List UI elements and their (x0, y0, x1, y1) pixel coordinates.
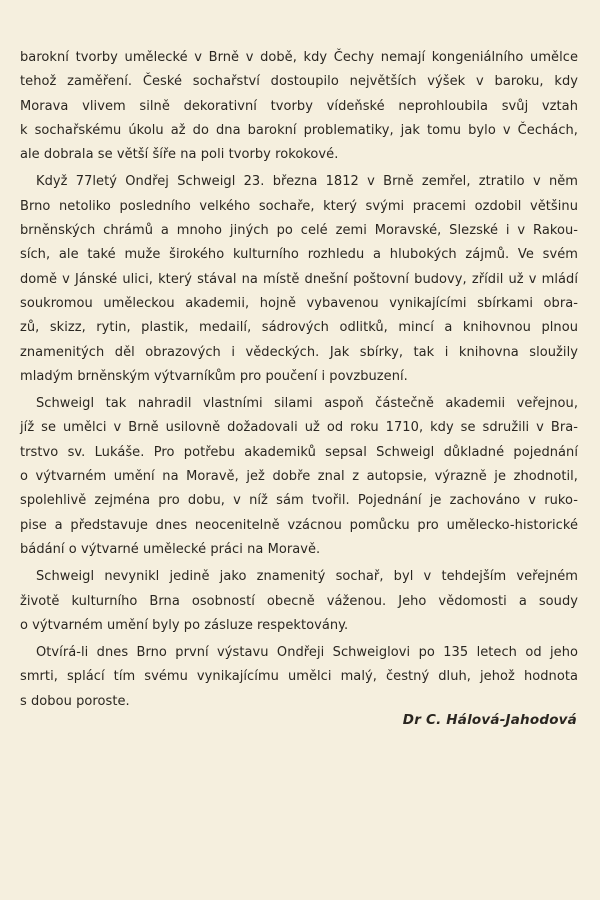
text-line: jíž se umělci v Brně usilovně dožadovali už od roku 1710, kdy se sdružili v Bra- (20, 420, 578, 436)
text-line: smrti, splácí tím svému vynikajícímu umělci malý, čestný dluh, jehož hodnota (20, 669, 578, 685)
paragraph-4 (20, 565, 578, 638)
text-line: o výtvarném umění byly po zásluze respektovány. (20, 617, 349, 633)
text-line: o výtvarném umění na Moravě, jež dobře znal z autopsie, výrazně je zhodnotil, (20, 469, 578, 485)
text-line: spolehlivě zejména pro dobu, v níž sám tvořil. Pojednání je zachováno v ruko- (20, 493, 578, 509)
text-line: Schweigl tak nahradil vlastními silami aspoň částečně akademii veřejnou, (36, 396, 578, 412)
text-line: ale dobrala se větší šíře na poli tvorby rokokové. (20, 147, 339, 163)
text-line: domě v Jánské ulici, který stával na místě dnešní poštovní budovy, zřídil už v mládí (20, 271, 578, 287)
text-line: trstvo sv. Lukáše. Pro potřebu akademiků sepsal Schweigl důkladné pojednání (20, 444, 578, 460)
text-line: Když 77letý Ondřej Schweigl 23. března 1812 v Brně zemřel, ztratilo v něm (36, 174, 578, 190)
text-line: bádání o výtvarné umělecké práci na Moravě. (20, 541, 321, 557)
paragraph-2 (20, 170, 578, 389)
text-line: tehož zaměření. České sochařství dostoupilo největších výšek v baroku, kdy (20, 74, 578, 90)
text-line: Morava vlivem silně dekorativní tvorby vídeňské neprohloubila svůj vztah (20, 98, 578, 114)
text-line: s dobou poroste. (20, 693, 130, 709)
text-line: Otvírá-li dnes Brno první výstavu Ondřeji Schweiglovi po 135 letech od jeho (36, 645, 578, 661)
text-line: soukromou uměleckou akademii, hojně vybavenou vynikajícími sbírkami obra- (20, 295, 578, 311)
text-line: mladým brněnským výtvarníkům pro poučení i povzbuzení. (20, 368, 408, 384)
text-line: Schweigl nevynikl jedině jako znamenitý sochař, byl v tehdejším veřejném (36, 569, 578, 585)
body-text (20, 46, 578, 717)
text-line: barokní tvorby umělecké v Brně v době, kdy Čechy nemají kongeniálního umělce (20, 50, 578, 65)
text-line: sích, ale také muže širokého kulturního rozhledu a hlubokých zájmů. Ve svém (20, 247, 578, 263)
text-line: pise a představuje dnes neocenitelně vzácnou pomůcku pro umělecko-historické (20, 517, 578, 533)
paragraph-5 (20, 641, 578, 714)
text-line: Brno netoliko posledního velkého sochaře, který svými pracemi ozdobil většinu (20, 198, 578, 214)
text-line: znamenitých děl obrazových i vědeckých. Jak sbírky, tak i knihovna sloužily (20, 344, 578, 360)
text-line: k sochařskému úkolu až do dna barokní problematiky, jak tomu bylo v Čechách, (20, 122, 578, 138)
text-line: životě kulturního Brna osobností obecně váženou. Jeho vědomosti a soudy (20, 593, 578, 609)
paragraph-3 (20, 392, 578, 562)
paragraph-1 (20, 46, 578, 167)
text-line: zů, skizz, rytin, plastik, medailí, sádrových odlitků, mincí a knihovnou plnou (20, 320, 578, 336)
text-line: brněnských chrámů a mnoho jiných po celé zemi Moravské, Slezské i v Rakou- (20, 223, 578, 239)
author-signature: Dr C. Hálová-Jahodová (402, 712, 577, 728)
